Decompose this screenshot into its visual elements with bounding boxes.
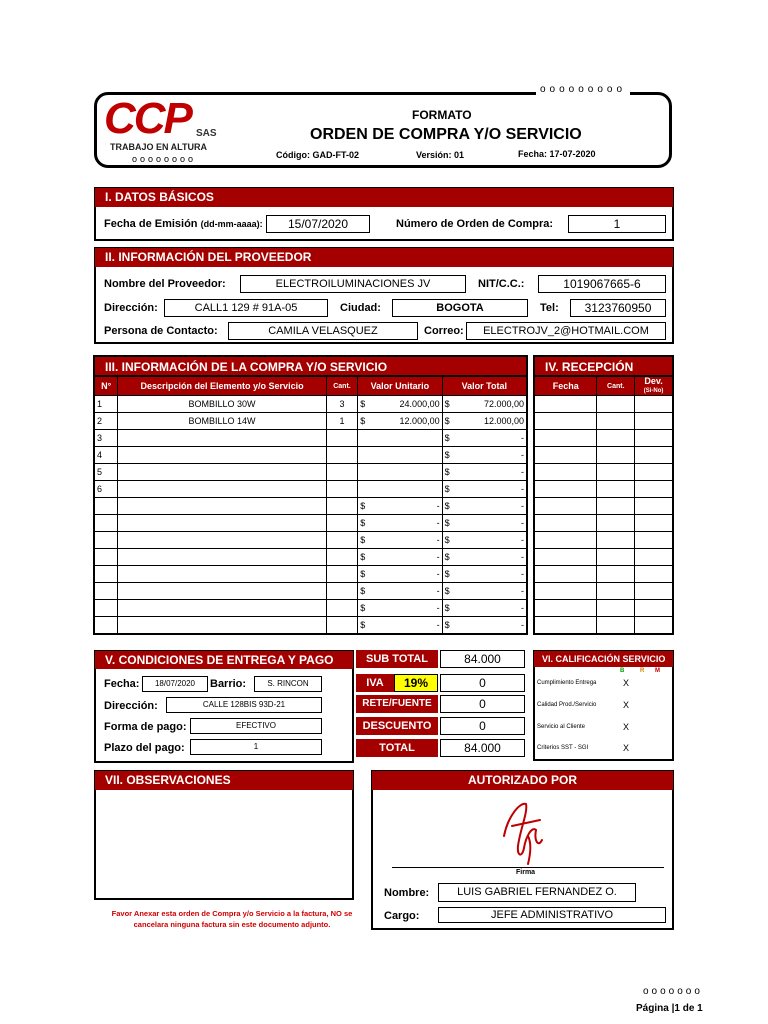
cell-cant[interactable]: 3 — [326, 396, 358, 413]
cell-desc[interactable] — [118, 498, 326, 515]
entrega-fecha-field[interactable]: 18/07/2020 — [142, 676, 208, 692]
cell-cant[interactable]: 1 — [326, 413, 358, 430]
cell-vu[interactable] — [358, 481, 442, 498]
tel-label: Tel: — [540, 302, 559, 314]
ciudad-field[interactable]: BOGOTA — [392, 299, 528, 317]
cell-vu-sign: $ — [360, 518, 366, 528]
recepcion-row — [534, 481, 673, 498]
cell-cant[interactable] — [326, 464, 358, 481]
cell-vu-sign: $ — [360, 535, 366, 545]
cell-vt — [442, 617, 527, 635]
nombre-proveedor-field[interactable]: ELECTROILUMINACIONES JV — [240, 275, 466, 293]
fecha-emision-label: Fecha de Emisión (dd-mm-aaaa): — [104, 218, 263, 230]
header-version: Versión: 01 — [416, 150, 465, 160]
grade-m: M — [655, 668, 660, 674]
cell-desc[interactable] — [118, 464, 326, 481]
cell-desc[interactable] — [118, 430, 326, 447]
barrio-label: Barrio: — [210, 678, 247, 690]
cell-vt — [442, 481, 527, 498]
tel-field[interactable]: 3123760950 — [570, 299, 666, 317]
calificacion-item-label: Calidad Prod./Servicio — [537, 702, 597, 708]
recep-cant-cell[interactable] — [597, 600, 635, 617]
col-vt: Valor Total — [442, 376, 527, 396]
signature-image — [498, 796, 552, 868]
recep-cant-cell[interactable] — [597, 549, 635, 566]
barrio-field[interactable]: S. RINCON — [254, 676, 322, 692]
cell-vt — [442, 515, 527, 532]
recep-fecha-cell[interactable] — [534, 532, 597, 549]
cell-vu[interactable] — [358, 583, 442, 600]
recepcion-row — [534, 617, 673, 635]
recep-cant-cell[interactable] — [597, 396, 635, 413]
descuento-value: 0 — [440, 717, 525, 735]
recep-dev-cell[interactable] — [635, 515, 673, 532]
section-title-recepcion: IV. RECEPCIÓN — [533, 355, 674, 375]
logo-brand: CCP — [104, 94, 191, 143]
logo-suffix: SAS — [196, 128, 217, 139]
cell-vu-sign: $ — [360, 416, 366, 426]
grade-b: B — [620, 668, 625, 674]
direccion-label: Dirección: — [104, 302, 158, 314]
cell-cant[interactable] — [326, 532, 358, 549]
cell-vt-sign: $ — [444, 416, 450, 426]
recepcion-row — [534, 447, 673, 464]
recep-fecha-cell[interactable] — [534, 430, 597, 447]
cell-vu-sign: $ — [360, 586, 366, 596]
cell-vu-sign: $ — [360, 552, 366, 562]
contacto-label: Persona de Contacto: — [104, 325, 218, 337]
cell-vt-value: - — [521, 467, 524, 477]
recep-dev-cell[interactable] — [635, 396, 673, 413]
cell-vu[interactable] — [358, 515, 442, 532]
cell-vu[interactable] — [358, 566, 442, 583]
header-fecha: Fecha: 17-07-2020 — [518, 149, 596, 159]
recep-cant-cell[interactable] — [597, 617, 635, 635]
cell-n: 6 — [94, 481, 118, 498]
cell-vu-sign: $ — [360, 501, 366, 511]
subtotal-label: SUB TOTAL — [356, 650, 438, 668]
cell-desc[interactable] — [118, 532, 326, 549]
recepcion-row — [534, 396, 673, 413]
recep-cant-cell[interactable] — [597, 447, 635, 464]
direccion-field[interactable]: CALL1 129 # 91A-05 — [164, 299, 328, 317]
cell-vt-value: - — [521, 603, 524, 613]
cell-n — [94, 617, 118, 635]
recep-fecha-cell[interactable] — [534, 498, 597, 515]
logo-tagline: TRABAJO EN ALTURA — [110, 142, 207, 152]
cell-n: 3 — [94, 430, 118, 447]
recep-cant-cell[interactable] — [597, 566, 635, 583]
calificacion-mark[interactable]: X — [623, 722, 630, 732]
cell-desc[interactable] — [118, 600, 326, 617]
cell-vt — [442, 430, 527, 447]
cell-vu-value: - — [436, 620, 440, 630]
cell-vu-value: 12.000,00 — [399, 416, 440, 426]
cell-vu-sign: $ — [360, 620, 366, 630]
cell-vt — [442, 464, 527, 481]
cell-n — [94, 583, 118, 600]
iva-pct: 19% — [394, 674, 438, 692]
calificacion-item-label: Cumplimiento Entrega — [537, 680, 597, 686]
forma-pago-field[interactable]: EFECTIVO — [190, 718, 322, 734]
recepcion-row — [534, 600, 673, 617]
recep-dev-cell[interactable] — [635, 532, 673, 549]
cell-vu-value: - — [436, 569, 440, 579]
entrega-direccion-field[interactable]: CALLE 128BIS 93D-21 — [166, 697, 322, 713]
page-title: ORDEN DE COMPRA Y/O SERVICIO — [310, 126, 582, 143]
observaciones-note: Favor Anexar esta orden de Compra y/o Servicio a la factura, NO se cancelara ninguna factura sin este documento adjunto. — [111, 909, 353, 929]
cell-vt-value: - — [521, 569, 524, 579]
recep-dev-cell[interactable] — [635, 464, 673, 481]
cell-cant[interactable] — [326, 430, 358, 447]
cell-cant[interactable] — [326, 566, 358, 583]
grade-r: R — [640, 668, 645, 674]
cell-vu[interactable] — [358, 498, 442, 515]
fecha-emision-field[interactable]: 15/07/2020 — [266, 215, 370, 233]
footer-dots: ooooooo — [643, 986, 703, 997]
table-row — [94, 566, 527, 583]
cell-vt-sign: $ — [444, 433, 450, 443]
recep-fecha-cell[interactable] — [534, 447, 597, 464]
cell-cant[interactable] — [326, 583, 358, 600]
table-row — [94, 481, 527, 498]
recepcion-row — [534, 464, 673, 481]
cell-n — [94, 566, 118, 583]
logo — [104, 94, 229, 164]
table-row — [94, 498, 527, 515]
calificacion-mark[interactable]: X — [623, 678, 630, 688]
cell-vt-value: - — [521, 586, 524, 596]
col-recep-cant: Cant. — [597, 376, 635, 396]
col-n: N° — [94, 376, 118, 396]
recep-fecha-cell[interactable] — [534, 617, 597, 635]
recep-dev-cell[interactable] — [635, 430, 673, 447]
nit-field[interactable]: 1019067665-6 — [538, 275, 666, 293]
recep-fecha-cell[interactable] — [534, 515, 597, 532]
recep-fecha-cell[interactable] — [534, 600, 597, 617]
num-orden-label: Número de Orden de Compra: — [396, 218, 554, 230]
cell-vu[interactable] — [358, 600, 442, 617]
cell-vt — [442, 498, 527, 515]
page-number: Página |1 de 1 — [636, 1003, 703, 1014]
rete-label: RETE/FUENTE — [356, 695, 438, 713]
nombre-proveedor-label: Nombre del Proveedor: — [104, 278, 226, 290]
rete-value: 0 — [440, 695, 525, 713]
cell-cant[interactable] — [326, 617, 358, 635]
recep-fecha-cell[interactable] — [534, 413, 597, 430]
cell-vu[interactable] — [358, 396, 442, 413]
cell-cant[interactable] — [326, 481, 358, 498]
cell-vu-value: 24.000,00 — [399, 399, 440, 409]
total-label: TOTAL — [356, 739, 438, 757]
cell-desc[interactable]: BOMBILLO 14W — [118, 413, 326, 430]
section-title-calificacion: VI. CALIFICACIÓN SERVICIO — [534, 651, 673, 667]
recep-cant-cell[interactable] — [597, 464, 635, 481]
cell-vt — [442, 532, 527, 549]
col-recep-dev: Dev. (Si-No) — [635, 376, 673, 396]
plazo-pago-field[interactable]: 1 — [190, 739, 322, 755]
auth-cargo-field[interactable]: JEFE ADMINISTRATIVO — [438, 907, 666, 923]
recepcion-row — [534, 566, 673, 583]
auth-nombre-label: Nombre: — [384, 887, 430, 899]
cell-vt-value: - — [521, 433, 524, 443]
descuento-label: DESCUENTO — [356, 717, 438, 735]
recepcion-row — [534, 549, 673, 566]
cell-vt-value: - — [521, 450, 524, 460]
cell-vt-sign: $ — [444, 518, 450, 528]
header-dots: ooooooooo — [536, 84, 630, 95]
entrega-direccion-label: Dirección: — [104, 700, 158, 712]
cell-desc[interactable] — [118, 549, 326, 566]
table-row — [94, 413, 527, 430]
cell-vu-sign: $ — [360, 399, 366, 409]
cell-n — [94, 498, 118, 515]
cell-vu-value: - — [436, 518, 440, 528]
cell-vt-sign: $ — [444, 399, 450, 409]
cell-vt-sign: $ — [444, 586, 450, 596]
cell-desc[interactable] — [118, 481, 326, 498]
recep-cant-cell[interactable] — [597, 430, 635, 447]
cell-n: 2 — [94, 413, 118, 430]
section-title-datos: I. DATOS BÁSICOS — [95, 188, 673, 207]
recepcion-row — [534, 515, 673, 532]
cell-vu[interactable] — [358, 617, 442, 635]
cell-vt-value: 72.000,00 — [483, 399, 524, 409]
recep-cant-cell[interactable] — [597, 481, 635, 498]
total-value: 84.000 — [440, 739, 525, 757]
cell-vt — [442, 566, 527, 583]
cell-desc[interactable]: BOMBILLO 30W — [118, 396, 326, 413]
auth-nombre-field[interactable]: LUIS GABRIEL FERNANDEZ O. — [438, 883, 636, 902]
cell-desc[interactable] — [118, 617, 326, 635]
plazo-pago-label: Plazo del pago: — [104, 742, 185, 754]
cell-vt-value: - — [521, 501, 524, 511]
cell-vu-value: - — [436, 603, 440, 613]
compra-table — [93, 375, 528, 635]
recep-dev-cell[interactable] — [635, 583, 673, 600]
cell-vt-sign: $ — [444, 552, 450, 562]
cell-vu[interactable] — [358, 549, 442, 566]
cell-vt-sign: $ — [444, 603, 450, 613]
cell-n: 5 — [94, 464, 118, 481]
cell-vu[interactable] — [358, 430, 442, 447]
cell-vt-sign: $ — [444, 467, 450, 477]
recepcion-row — [534, 413, 673, 430]
cell-cant[interactable] — [326, 515, 358, 532]
table-row — [94, 396, 527, 413]
cell-cant[interactable] — [326, 600, 358, 617]
table-row — [94, 532, 527, 549]
subtotal-value: 84.000 — [440, 650, 525, 668]
iva-label: IVA — [356, 674, 394, 692]
cell-desc[interactable] — [118, 583, 326, 600]
cell-vt-sign: $ — [444, 450, 450, 460]
recep-dev-cell[interactable] — [635, 447, 673, 464]
calificacion-item-label: Servicio al Cliente — [537, 724, 586, 730]
table-row — [94, 464, 527, 481]
table-row — [94, 583, 527, 600]
recep-dev-cell[interactable] — [635, 498, 673, 515]
cell-vt — [442, 447, 527, 464]
recepcion-row — [534, 532, 673, 549]
recep-fecha-cell[interactable] — [534, 396, 597, 413]
recep-cant-cell[interactable] — [597, 532, 635, 549]
recep-dev-cell[interactable] — [635, 481, 673, 498]
recep-dev-cell[interactable] — [635, 617, 673, 635]
cell-vt-sign: $ — [444, 484, 450, 494]
auth-cargo-label: Cargo: — [384, 910, 420, 922]
col-recep-fecha: Fecha — [534, 376, 597, 396]
section-title-proveedor: II. INFORMACIÓN DEL PROVEEDOR — [95, 248, 673, 267]
forma-pago-label: Forma de pago: — [104, 721, 187, 733]
recep-fecha-cell[interactable] — [534, 566, 597, 583]
cell-cant[interactable] — [326, 447, 358, 464]
col-vu: Valor Unitario — [358, 376, 442, 396]
cell-vt — [442, 413, 527, 430]
recep-cant-cell[interactable] — [597, 413, 635, 430]
recepcion-table — [533, 375, 674, 635]
nit-label: NIT/C.C.: — [478, 278, 525, 290]
recep-dev-cell[interactable] — [635, 600, 673, 617]
cell-vu[interactable] — [358, 464, 442, 481]
cell-vu[interactable] — [358, 532, 442, 549]
cell-vu-sign: $ — [360, 603, 366, 613]
cell-vt-value: - — [521, 484, 524, 494]
cell-vt — [442, 583, 527, 600]
col-cant: Cant. — [326, 376, 358, 396]
cell-vu-sign: $ — [360, 569, 366, 579]
recep-fecha-cell[interactable] — [534, 481, 597, 498]
table-row — [94, 447, 527, 464]
cell-vu[interactable] — [358, 447, 442, 464]
recep-dev-cell[interactable] — [635, 549, 673, 566]
section-title-observaciones: VII. OBSERVACIONES — [95, 771, 353, 790]
cell-vt — [442, 396, 527, 413]
cell-vu-value: - — [436, 535, 440, 545]
cell-vt-sign: $ — [444, 569, 450, 579]
signature-line — [392, 867, 664, 868]
cell-n — [94, 515, 118, 532]
calificacion-mark[interactable]: X — [623, 743, 630, 753]
cell-vt-sign: $ — [444, 501, 450, 511]
table-row — [94, 617, 527, 635]
ciudad-label: Ciudad: — [340, 302, 381, 314]
section-title-compra: III. INFORMACIÓN DE LA COMPRA Y/O SERVICIO — [93, 355, 528, 375]
table-row — [94, 549, 527, 566]
cell-vt — [442, 600, 527, 617]
header-formato: FORMATO — [412, 108, 472, 122]
recep-cant-cell[interactable] — [597, 498, 635, 515]
cell-vt-value: - — [521, 552, 524, 562]
recep-fecha-cell[interactable] — [534, 464, 597, 481]
calificacion-item-label: Criterios SST - SGI — [537, 745, 589, 751]
recep-cant-cell[interactable] — [597, 515, 635, 532]
cell-desc[interactable] — [118, 566, 326, 583]
recep-cant-cell[interactable] — [597, 583, 635, 600]
recep-fecha-cell[interactable] — [534, 583, 597, 600]
cell-vu-value: - — [436, 586, 440, 596]
cell-vt-value: - — [521, 518, 524, 528]
header-codigo: Código: GAD-FT-02 — [276, 150, 359, 160]
table-row — [94, 515, 527, 532]
cell-vt-value: - — [521, 535, 524, 545]
cell-vu[interactable] — [358, 413, 442, 430]
cell-n: 4 — [94, 447, 118, 464]
correo-field[interactable]: ELECTROJV_2@HOTMAIL.COM — [466, 322, 666, 340]
recep-fecha-cell[interactable] — [534, 549, 597, 566]
cell-vt — [442, 549, 527, 566]
cell-cant[interactable] — [326, 498, 358, 515]
recepcion-row — [534, 583, 673, 600]
recep-dev-cell[interactable] — [635, 413, 673, 430]
cell-vu-value: - — [436, 501, 440, 511]
iva-value: 0 — [440, 674, 525, 692]
table-row — [94, 430, 527, 447]
calificacion-mark[interactable]: X — [623, 700, 630, 710]
correo-label: Correo: — [424, 325, 464, 337]
section-title-autorizado: AUTORIZADO POR — [372, 771, 673, 790]
cell-cant[interactable] — [326, 549, 358, 566]
cell-vt-sign: $ — [444, 620, 450, 630]
contacto-field[interactable]: CAMILA VELASQUEZ — [228, 322, 418, 340]
recepcion-row — [534, 498, 673, 515]
cell-desc[interactable] — [118, 515, 326, 532]
entrega-fecha-label: Fecha: — [104, 678, 140, 690]
recep-dev-cell[interactable] — [635, 566, 673, 583]
cell-n — [94, 532, 118, 549]
recepcion-row — [534, 430, 673, 447]
cell-vt-sign: $ — [444, 535, 450, 545]
table-row — [94, 600, 527, 617]
firma-label: Firma — [516, 869, 536, 876]
col-desc: Descripción del Elemento y/o Servicio — [118, 376, 326, 396]
cell-n — [94, 600, 118, 617]
logo-dots: oooooooo — [132, 154, 197, 164]
section-title-condiciones: V. CONDICIONES DE ENTREGA Y PAGO — [95, 651, 353, 669]
cell-n: 1 — [94, 396, 118, 413]
num-orden-field[interactable]: 1 — [568, 215, 666, 233]
cell-vt-value: 12.000,00 — [483, 416, 524, 426]
cell-desc[interactable] — [118, 447, 326, 464]
cell-vu-value: - — [436, 552, 440, 562]
cell-vt-value: - — [521, 620, 524, 630]
cell-n — [94, 549, 118, 566]
